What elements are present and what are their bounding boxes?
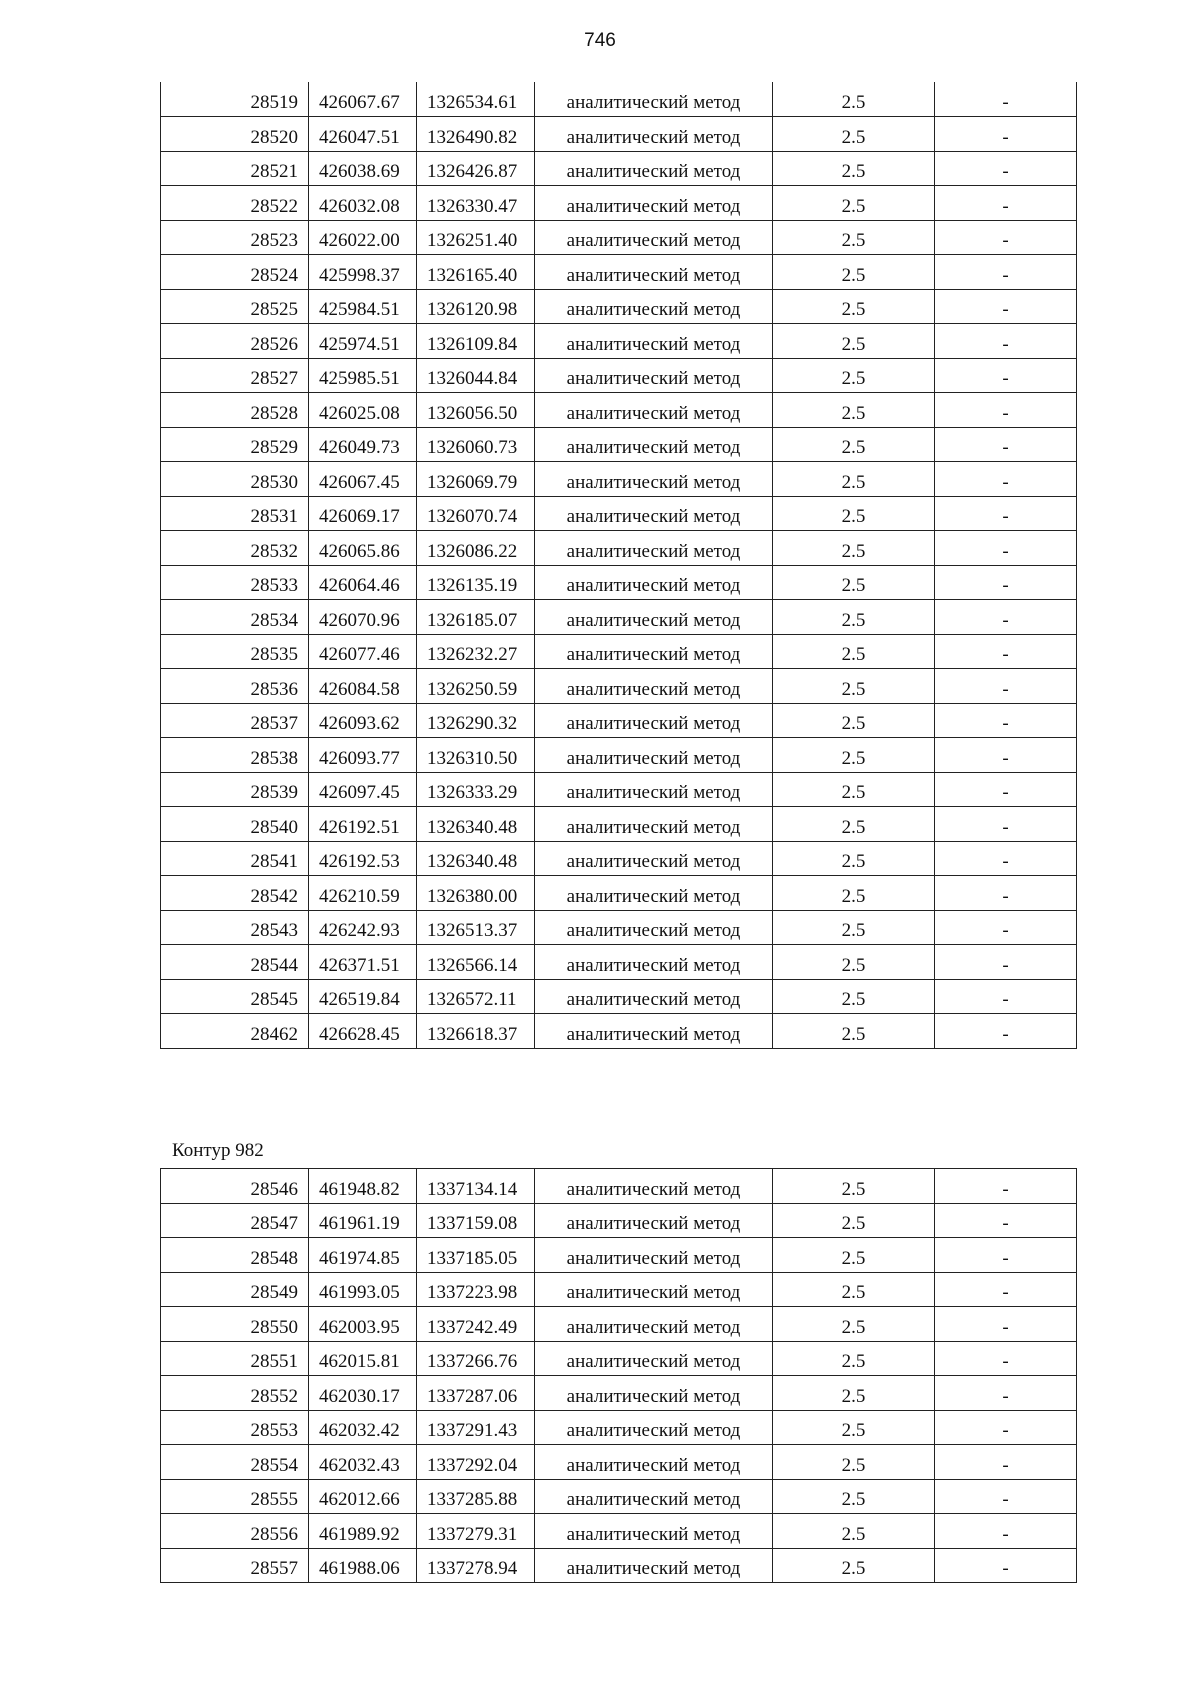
method-cell: аналитический метод [535,496,773,531]
note-cell: - [935,1410,1077,1445]
y-coordinate-cell: 1337279.31 [417,1514,535,1549]
point-number-cell: 28550 [161,1307,309,1342]
note-cell: - [935,1307,1077,1342]
method-cell: аналитический метод [535,220,773,255]
x-coordinate-cell: 425984.51 [309,289,417,324]
point-number-cell: 28545 [161,979,309,1014]
method-cell: аналитический метод [535,979,773,1014]
note-cell: - [935,289,1077,324]
accuracy-cell: 2.5 [773,600,935,635]
table-row [161,600,1077,635]
x-coordinate-cell: 426242.93 [309,910,417,945]
point-number-cell: 28536 [161,669,309,704]
table-row [161,289,1077,324]
method-cell: аналитический метод [535,1307,773,1342]
point-number-cell: 28556 [161,1514,309,1549]
x-coordinate-cell: 462015.81 [309,1341,417,1376]
method-cell: аналитический метод [535,117,773,152]
point-number-cell: 28543 [161,910,309,945]
table-row [161,841,1077,876]
method-cell: аналитический метод [535,151,773,186]
point-number-cell: 28531 [161,496,309,531]
note-cell: - [935,324,1077,359]
note-cell: - [935,1376,1077,1411]
y-coordinate-cell: 1337287.06 [417,1376,535,1411]
table-row [161,220,1077,255]
table-row [161,1169,1077,1204]
method-cell: аналитический метод [535,876,773,911]
note-cell: - [935,841,1077,876]
note-cell: - [935,82,1077,117]
point-number-cell: 28519 [161,82,309,117]
note-cell: - [935,634,1077,669]
y-coordinate-cell: 1337134.14 [417,1169,535,1204]
x-coordinate-cell: 426093.62 [309,703,417,738]
accuracy-cell: 2.5 [773,1014,935,1049]
x-coordinate-cell: 461988.06 [309,1548,417,1583]
method-cell: аналитический метод [535,565,773,600]
table-row [161,151,1077,186]
y-coordinate-cell: 1326534.61 [417,82,535,117]
accuracy-cell: 2.5 [773,1479,935,1514]
note-cell: - [935,255,1077,290]
method-cell: аналитический метод [535,531,773,566]
note-cell: - [935,1514,1077,1549]
y-coordinate-cell: 1326070.74 [417,496,535,531]
accuracy-cell: 2.5 [773,186,935,221]
accuracy-cell: 2.5 [773,1203,935,1238]
table-row [161,82,1077,117]
point-number-cell: 28540 [161,807,309,842]
method-cell: аналитический метод [535,1169,773,1204]
x-coordinate-cell: 426067.67 [309,82,417,117]
accuracy-cell: 2.5 [773,565,935,600]
point-number-cell: 28528 [161,393,309,428]
x-coordinate-cell: 426032.08 [309,186,417,221]
y-coordinate-cell: 1326426.87 [417,151,535,186]
point-number-cell: 28549 [161,1272,309,1307]
point-number-cell: 28546 [161,1169,309,1204]
y-coordinate-cell: 1326232.27 [417,634,535,669]
accuracy-cell: 2.5 [773,979,935,1014]
table-row [161,531,1077,566]
table-row [161,324,1077,359]
accuracy-cell: 2.5 [773,876,935,911]
accuracy-cell: 2.5 [773,255,935,290]
y-coordinate-cell: 1326069.79 [417,462,535,497]
x-coordinate-cell: 426628.45 [309,1014,417,1049]
y-coordinate-cell: 1326340.48 [417,807,535,842]
method-cell: аналитический метод [535,634,773,669]
accuracy-cell: 2.5 [773,393,935,428]
accuracy-cell: 2.5 [773,462,935,497]
x-coordinate-cell: 426049.73 [309,427,417,462]
y-coordinate-cell: 1326251.40 [417,220,535,255]
note-cell: - [935,531,1077,566]
y-coordinate-cell: 1326060.73 [417,427,535,462]
y-coordinate-cell: 1326333.29 [417,772,535,807]
point-number-cell: 28524 [161,255,309,290]
y-coordinate-cell: 1326380.00 [417,876,535,911]
y-coordinate-cell: 1337159.08 [417,1203,535,1238]
method-cell: аналитический метод [535,772,773,807]
note-cell: - [935,945,1077,980]
point-number-cell: 28529 [161,427,309,462]
y-coordinate-cell: 1337223.98 [417,1272,535,1307]
y-coordinate-cell: 1326310.50 [417,738,535,773]
note-cell: - [935,1341,1077,1376]
table-row [161,1410,1077,1445]
note-cell: - [935,703,1077,738]
note-cell: - [935,393,1077,428]
accuracy-cell: 2.5 [773,945,935,980]
note-cell: - [935,1272,1077,1307]
note-cell: - [935,1014,1077,1049]
point-number-cell: 28551 [161,1341,309,1376]
table-row [161,669,1077,704]
table-row [161,117,1077,152]
accuracy-cell: 2.5 [773,1376,935,1411]
accuracy-cell: 2.5 [773,151,935,186]
x-coordinate-cell: 426069.17 [309,496,417,531]
point-number-cell: 28522 [161,186,309,221]
table-row [161,1445,1077,1480]
note-cell: - [935,772,1077,807]
note-cell: - [935,669,1077,704]
y-coordinate-cell: 1326566.14 [417,945,535,980]
y-coordinate-cell: 1326044.84 [417,358,535,393]
accuracy-cell: 2.5 [773,496,935,531]
method-cell: аналитический метод [535,82,773,117]
accuracy-cell: 2.5 [773,358,935,393]
point-number-cell: 28553 [161,1410,309,1445]
x-coordinate-cell: 426093.77 [309,738,417,773]
method-cell: аналитический метод [535,1548,773,1583]
method-cell: аналитический метод [535,186,773,221]
table-row [161,255,1077,290]
table-row [161,979,1077,1014]
table-row [161,703,1077,738]
note-cell: - [935,876,1077,911]
y-coordinate-cell: 1326120.98 [417,289,535,324]
note-cell: - [935,358,1077,393]
table-row [161,1548,1077,1583]
x-coordinate-cell: 426097.45 [309,772,417,807]
point-number-cell: 28532 [161,531,309,566]
table-row [161,772,1077,807]
note-cell: - [935,1238,1077,1273]
page-number: 746 [584,30,616,51]
point-number-cell: 28542 [161,876,309,911]
point-number-cell: 28539 [161,772,309,807]
point-number-cell: 28544 [161,945,309,980]
table-row [161,945,1077,980]
note-cell: - [935,151,1077,186]
y-coordinate-cell: 1337292.04 [417,1445,535,1480]
method-cell: аналитический метод [535,1514,773,1549]
accuracy-cell: 2.5 [773,841,935,876]
table-row [161,565,1077,600]
note-cell: - [935,738,1077,773]
y-coordinate-cell: 1337291.43 [417,1410,535,1445]
accuracy-cell: 2.5 [773,220,935,255]
x-coordinate-cell: 426067.45 [309,462,417,497]
x-coordinate-cell: 426022.00 [309,220,417,255]
y-coordinate-cell: 1326330.47 [417,186,535,221]
method-cell: аналитический метод [535,255,773,290]
note-cell: - [935,220,1077,255]
y-coordinate-cell: 1326572.11 [417,979,535,1014]
note-cell: - [935,1203,1077,1238]
accuracy-cell: 2.5 [773,1238,935,1273]
point-number-cell: 28538 [161,738,309,773]
method-cell: аналитический метод [535,1272,773,1307]
contour-label: Контур 982 [172,1140,264,1161]
point-number-cell: 28521 [161,151,309,186]
x-coordinate-cell: 461961.19 [309,1203,417,1238]
method-cell: аналитический метод [535,807,773,842]
point-number-cell: 28533 [161,565,309,600]
accuracy-cell: 2.5 [773,1514,935,1549]
table-row [161,738,1077,773]
note-cell: - [935,910,1077,945]
y-coordinate-cell: 1326513.37 [417,910,535,945]
y-coordinate-cell: 1337285.88 [417,1479,535,1514]
point-number-cell: 28530 [161,462,309,497]
table-row [161,427,1077,462]
method-cell: аналитический метод [535,703,773,738]
x-coordinate-cell: 461948.82 [309,1169,417,1204]
method-cell: аналитический метод [535,1238,773,1273]
point-number-cell: 28554 [161,1445,309,1480]
x-coordinate-cell: 425974.51 [309,324,417,359]
point-number-cell: 28520 [161,117,309,152]
method-cell: аналитический метод [535,427,773,462]
table-row [161,1272,1077,1307]
point-number-cell: 28552 [161,1376,309,1411]
x-coordinate-cell: 426371.51 [309,945,417,980]
y-coordinate-cell: 1326135.19 [417,565,535,600]
method-cell: аналитический метод [535,462,773,497]
accuracy-cell: 2.5 [773,669,935,704]
table-row [161,1514,1077,1549]
accuracy-cell: 2.5 [773,1272,935,1307]
accuracy-cell: 2.5 [773,1307,935,1342]
point-number-cell: 28555 [161,1479,309,1514]
point-number-cell: 28525 [161,289,309,324]
note-cell: - [935,496,1077,531]
table-row [161,1238,1077,1273]
x-coordinate-cell: 426047.51 [309,117,417,152]
x-coordinate-cell: 462012.66 [309,1479,417,1514]
y-coordinate-cell: 1326290.32 [417,703,535,738]
note-cell: - [935,462,1077,497]
note-cell: - [935,1548,1077,1583]
note-cell: - [935,1169,1077,1204]
method-cell: аналитический метод [535,1376,773,1411]
table-row [161,807,1077,842]
table-row [161,910,1077,945]
note-cell: - [935,565,1077,600]
x-coordinate-cell: 426192.51 [309,807,417,842]
note-cell: - [935,186,1077,221]
x-coordinate-cell: 462032.42 [309,1410,417,1445]
y-coordinate-cell: 1326340.48 [417,841,535,876]
accuracy-cell: 2.5 [773,1410,935,1445]
accuracy-cell: 2.5 [773,289,935,324]
y-coordinate-cell: 1337266.76 [417,1341,535,1376]
y-coordinate-cell: 1337185.05 [417,1238,535,1273]
accuracy-cell: 2.5 [773,703,935,738]
y-coordinate-cell: 1326490.82 [417,117,535,152]
point-number-cell: 28462 [161,1014,309,1049]
method-cell: аналитический метод [535,1341,773,1376]
method-cell: аналитический метод [535,738,773,773]
table-row [161,1341,1077,1376]
accuracy-cell: 2.5 [773,427,935,462]
point-number-cell: 28534 [161,600,309,635]
note-cell: - [935,427,1077,462]
note-cell: - [935,117,1077,152]
point-number-cell: 28548 [161,1238,309,1273]
table-row [161,496,1077,531]
x-coordinate-cell: 461993.05 [309,1272,417,1307]
y-coordinate-cell: 1337242.49 [417,1307,535,1342]
accuracy-cell: 2.5 [773,117,935,152]
table-row [161,1307,1077,1342]
x-coordinate-cell: 426065.86 [309,531,417,566]
table-row [161,1014,1077,1049]
x-coordinate-cell: 425985.51 [309,358,417,393]
x-coordinate-cell: 462032.43 [309,1445,417,1480]
point-number-cell: 28526 [161,324,309,359]
x-coordinate-cell: 426070.96 [309,600,417,635]
point-number-cell: 28541 [161,841,309,876]
method-cell: аналитический метод [535,1410,773,1445]
accuracy-cell: 2.5 [773,772,935,807]
point-number-cell: 28557 [161,1548,309,1583]
x-coordinate-cell: 461974.85 [309,1238,417,1273]
x-coordinate-cell: 425998.37 [309,255,417,290]
note-cell: - [935,979,1077,1014]
x-coordinate-cell: 461989.92 [309,1514,417,1549]
accuracy-cell: 2.5 [773,1445,935,1480]
method-cell: аналитический метод [535,669,773,704]
point-number-cell: 28547 [161,1203,309,1238]
y-coordinate-cell: 1326250.59 [417,669,535,704]
method-cell: аналитический метод [535,841,773,876]
method-cell: аналитический метод [535,945,773,980]
table-row [161,462,1077,497]
table-row [161,358,1077,393]
method-cell: аналитический метод [535,393,773,428]
x-coordinate-cell: 462030.17 [309,1376,417,1411]
table-row [161,634,1077,669]
y-coordinate-cell: 1326109.84 [417,324,535,359]
note-cell: - [935,1445,1077,1480]
y-coordinate-cell: 1326056.50 [417,393,535,428]
point-number-cell: 28537 [161,703,309,738]
table-row [161,876,1077,911]
method-cell: аналитический метод [535,1445,773,1480]
method-cell: аналитический метод [535,1014,773,1049]
x-coordinate-cell: 426519.84 [309,979,417,1014]
x-coordinate-cell: 426077.46 [309,634,417,669]
accuracy-cell: 2.5 [773,82,935,117]
accuracy-cell: 2.5 [773,910,935,945]
table-row [161,1203,1077,1238]
x-coordinate-cell: 426192.53 [309,841,417,876]
accuracy-cell: 2.5 [773,1341,935,1376]
accuracy-cell: 2.5 [773,1548,935,1583]
method-cell: аналитический метод [535,358,773,393]
y-coordinate-cell: 1326165.40 [417,255,535,290]
coordinates-table-bottom [160,1168,1077,1583]
method-cell: аналитический метод [535,910,773,945]
x-coordinate-cell: 462003.95 [309,1307,417,1342]
accuracy-cell: 2.5 [773,531,935,566]
y-coordinate-cell: 1326086.22 [417,531,535,566]
point-number-cell: 28535 [161,634,309,669]
method-cell: аналитический метод [535,1203,773,1238]
x-coordinate-cell: 426064.46 [309,565,417,600]
note-cell: - [935,600,1077,635]
x-coordinate-cell: 426084.58 [309,669,417,704]
note-cell: - [935,1479,1077,1514]
accuracy-cell: 2.5 [773,1169,935,1204]
y-coordinate-cell: 1337278.94 [417,1548,535,1583]
y-coordinate-cell: 1326618.37 [417,1014,535,1049]
point-number-cell: 28527 [161,358,309,393]
table-row [161,393,1077,428]
method-cell: аналитический метод [535,600,773,635]
x-coordinate-cell: 426025.08 [309,393,417,428]
accuracy-cell: 2.5 [773,738,935,773]
point-number-cell: 28523 [161,220,309,255]
accuracy-cell: 2.5 [773,807,935,842]
y-coordinate-cell: 1326185.07 [417,600,535,635]
coordinates-table-top [160,82,1077,1049]
method-cell: аналитический метод [535,289,773,324]
x-coordinate-cell: 426210.59 [309,876,417,911]
accuracy-cell: 2.5 [773,634,935,669]
table-row [161,186,1077,221]
method-cell: аналитический метод [535,1479,773,1514]
method-cell: аналитический метод [535,324,773,359]
table-row [161,1479,1077,1514]
table-row [161,1376,1077,1411]
note-cell: - [935,807,1077,842]
x-coordinate-cell: 426038.69 [309,151,417,186]
accuracy-cell: 2.5 [773,324,935,359]
